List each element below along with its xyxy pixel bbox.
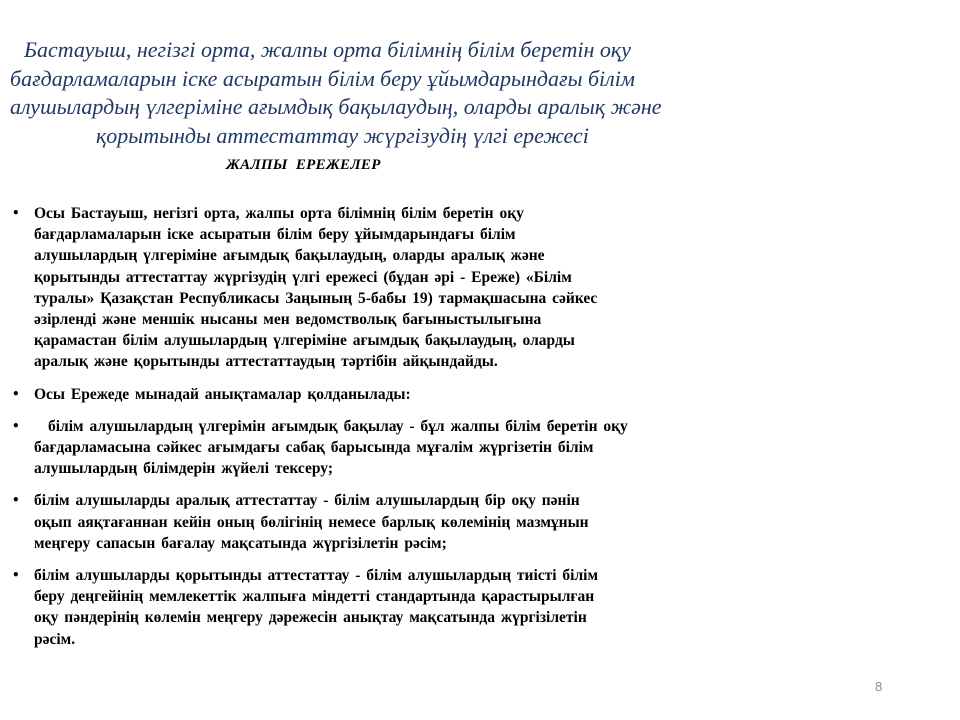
item-line: бағдарламасына сәйкес ағымдағы сабақ барысында мұғалім жүргізетін білім xyxy=(34,439,594,457)
bullet-icon: • xyxy=(12,568,20,583)
item-line: аралық және қорытынды аттестаттаудың тәртібін айқындайды. xyxy=(34,353,498,371)
bullet-icon: • xyxy=(12,493,20,508)
item-line: қорытынды аттестаттау жүргізудің үлгі ережесі (бұдан әрі - Ереже) «Білім xyxy=(34,268,572,286)
item-line: беру деңгейінің мемлекеттік жалпыға міндетті стандартында қарастырылған xyxy=(34,588,595,606)
bullet-icon: • xyxy=(12,206,20,220)
item-line: алушылардың білімдерін жүйелі тексеру; xyxy=(34,460,333,478)
item-line: алушылардың үлгеріміне ағымдық бақылаудың, оларды аралық және xyxy=(34,247,545,265)
list-item xyxy=(12,384,827,405)
item-line: бағдарламаларын іске асыратын білім беру ұйымдарындағы білім xyxy=(34,226,516,244)
item-line: қарамастан білім алушылардың үлгеріміне ағымдық бақылаудың, оларды xyxy=(34,332,575,350)
list-item xyxy=(12,203,827,373)
bullet-icon: • xyxy=(12,386,20,401)
item-line: туралы» Қазақстан Республикасы Заңының 5-бабы 19) тармақшасына сәйкес xyxy=(34,289,598,307)
item-line: білім алушыларды қорытынды аттестаттау - білім алушылардың тиісті білім xyxy=(34,567,599,585)
title-line: Бастауыш, негізгі орта, жалпы орта білімнің білім беретін оқу xyxy=(24,37,631,62)
title-line: алушылардың үлгеріміне ағымдық бақылаудың, оларды аралық және xyxy=(10,94,662,119)
page-number: 8 xyxy=(875,679,883,694)
slide-title xyxy=(10,36,870,150)
list-item xyxy=(12,416,827,480)
title-line: бағдарламаларын іске асыратын білім беру ұйымдарындағы білім xyxy=(10,65,635,91)
item-line: Осы Бастауыш, негізгі орта, жалпы орта білімнің білім беретін оқу xyxy=(34,205,524,222)
bullet-icon: • xyxy=(12,418,20,433)
item-line: рәсім. xyxy=(34,630,76,648)
item-line: білім алушылардың үлгерімін ағымдық бақылау - бұл жалпы білім беретін оқу xyxy=(48,417,628,435)
item-line: Осы Ережеде мынадай анықтамалар қолданылады: xyxy=(34,385,411,403)
list-item xyxy=(12,490,827,554)
item-line: оқып аяқтағаннан кейін оның бөлігінің немесе барлық көлемінің мазмұнын xyxy=(34,513,589,531)
item-line: әзірленді және меншік нысаны мен ведомстволық бағыныстылығына xyxy=(34,311,542,329)
section-heading: ЖАЛПЫ ЕРЕЖЕЛЕР xyxy=(226,157,381,173)
title-line: қорытынды аттестаттау жүргізудің үлгі ережесі xyxy=(96,122,589,148)
item-line: меңгеру сапасын бағалау мақсатында жүргізілетін рәсім; xyxy=(34,534,447,552)
item-line: оқу пәндерінің көлемін меңгеру дәрежесін анықтау мақсатында жүргізілетін xyxy=(34,609,587,627)
content-bullet-list xyxy=(12,203,827,661)
item-line: білім алушыларды аралық аттестаттау - білім алушылардың бір оқу пәнін xyxy=(34,492,580,510)
list-item xyxy=(12,565,827,650)
